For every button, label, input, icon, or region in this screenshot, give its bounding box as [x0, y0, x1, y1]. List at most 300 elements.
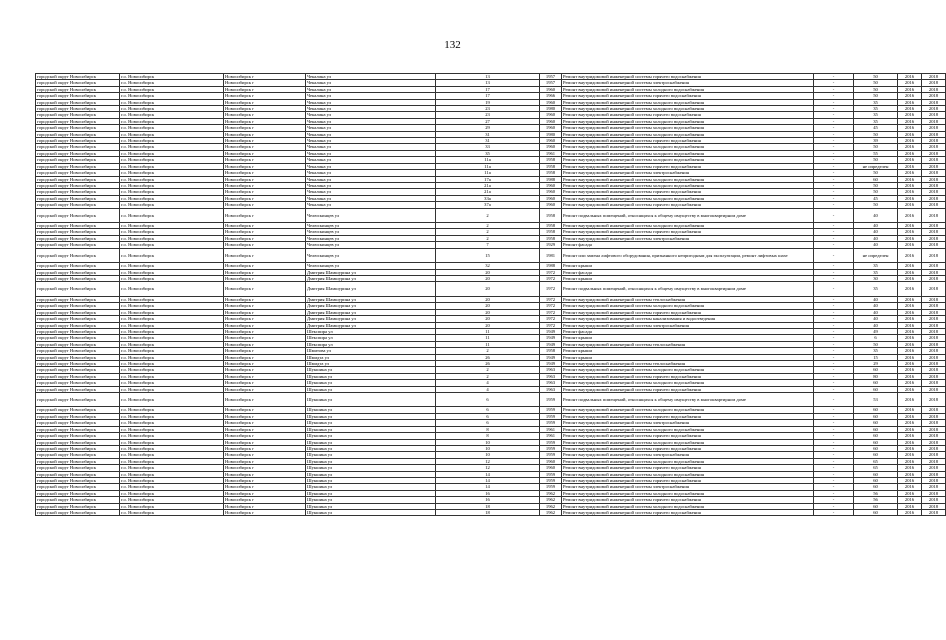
- period-start-cell: 2016: [898, 118, 922, 124]
- period-start-cell: 2016: [898, 150, 922, 156]
- city-cell: Новосибирск г: [224, 182, 306, 188]
- settlement-cell: г.о. Новосибирск: [120, 477, 224, 483]
- district-cell: городской округ Новосибирск: [36, 354, 120, 360]
- period-start-cell: 2016: [898, 223, 922, 229]
- period-end-cell: 2018: [922, 445, 946, 451]
- city-cell: Новосибирск г: [224, 341, 306, 347]
- city-cell: Новосибирск г: [224, 202, 306, 208]
- build-year-cell: 1959: [540, 420, 562, 426]
- period-end-cell: 2018: [922, 413, 946, 419]
- period-end-cell: 2018: [922, 189, 946, 195]
- interim-cell: -: [814, 309, 854, 315]
- house-number-cell: 29: [436, 125, 540, 131]
- build-year-cell: 1958: [540, 348, 562, 354]
- work-type-cell: Ремонт фасада: [562, 328, 814, 334]
- wear-percent-cell: 50: [854, 80, 898, 86]
- wear-percent-cell: 29: [854, 360, 898, 366]
- interim-cell: -: [814, 170, 854, 176]
- street-cell: Шмидта ул: [306, 360, 436, 366]
- work-type-cell: Ремонт внутридомовой инженерной системы горячего водоснабжения: [562, 386, 814, 392]
- work-type-cell: Ремонт внутридомовой инженерной системы холодного водоснабжения: [562, 176, 814, 182]
- build-year-cell: 1949: [540, 354, 562, 360]
- build-year-cell: 1980: [540, 106, 562, 112]
- work-type-cell: Ремонт внутридомовой инженерной системы холодного водоснабжения: [562, 182, 814, 188]
- period-end-cell: 2018: [922, 439, 946, 445]
- wear-percent-cell: 40: [854, 235, 898, 241]
- work-type-cell: Ремонт подвальных помещений, относящихся к общему имуществу в многоквартирном доме: [562, 282, 814, 297]
- period-end-cell: 2018: [922, 282, 946, 297]
- build-year-cell: 1959: [540, 471, 562, 477]
- city-cell: Новосибирск г: [224, 328, 306, 334]
- street-cell: Дмитрия Шамшурина ул: [306, 282, 436, 297]
- interim-cell: -: [814, 509, 854, 515]
- district-cell: городской округ Новосибирск: [36, 490, 120, 496]
- period-end-cell: 2018: [922, 348, 946, 354]
- period-start-cell: 2016: [898, 144, 922, 150]
- work-type-cell: Ремонт внутридомовой инженерной системы горячего водоснабжения: [562, 309, 814, 315]
- city-cell: Новосибирск г: [224, 445, 306, 451]
- settlement-cell: г.о. Новосибирск: [120, 354, 224, 360]
- interim-cell: -: [814, 131, 854, 137]
- settlement-cell: г.о. Новосибирск: [120, 309, 224, 315]
- house-number-cell: 18: [436, 503, 540, 509]
- settlement-cell: г.о. Новосибирск: [120, 471, 224, 477]
- period-start-cell: 2016: [898, 477, 922, 483]
- period-start-cell: 2016: [898, 112, 922, 118]
- street-cell: Шукшина ул: [306, 439, 436, 445]
- period-end-cell: 2018: [922, 392, 946, 407]
- street-cell: Чекалина ул: [306, 157, 436, 163]
- settlement-cell: г.о. Новосибирск: [120, 509, 224, 515]
- work-type-cell: Ремонт внутридомовой инженерной системы горячего водоснабжения: [562, 138, 814, 144]
- settlement-cell: г.о. Новосибирск: [120, 144, 224, 150]
- settlement-cell: г.о. Новосибирск: [120, 503, 224, 509]
- work-type-cell: Ремонт внутридомовой инженерной системы горячего водоснабжения: [562, 74, 814, 80]
- period-end-cell: 2018: [922, 93, 946, 99]
- wear-percent-cell: 40: [854, 316, 898, 322]
- city-cell: Новосибирск г: [224, 296, 306, 302]
- period-start-cell: 2016: [898, 195, 922, 201]
- settlement-cell: г.о. Новосибирск: [120, 176, 224, 182]
- district-cell: городской округ Новосибирск: [36, 484, 120, 490]
- district-cell: городской округ Новосибирск: [36, 86, 120, 92]
- district-cell: городской округ Новосибирск: [36, 373, 120, 379]
- period-start-cell: 2016: [898, 275, 922, 281]
- settlement-cell: г.о. Новосибирск: [120, 229, 224, 235]
- city-cell: Новосибирск г: [224, 144, 306, 150]
- work-type-cell: Ремонт внутридомовой инженерной системы холодного водоснабжения: [562, 439, 814, 445]
- settlement-cell: г.о. Новосибирск: [120, 445, 224, 451]
- wear-percent-cell: 35: [854, 118, 898, 124]
- wear-percent-cell: 15: [854, 354, 898, 360]
- work-type-cell: Ремонт внутридомовой инженерной системы холодного водоснабжения: [562, 503, 814, 509]
- period-start-cell: 2016: [898, 497, 922, 503]
- period-start-cell: 2016: [898, 452, 922, 458]
- build-year-cell: 1960: [540, 189, 562, 195]
- wear-percent-cell: 40: [854, 242, 898, 248]
- house-number-cell: 2: [436, 223, 540, 229]
- settlement-cell: г.о. Новосибирск: [120, 328, 224, 334]
- wear-percent-cell: 50: [854, 341, 898, 347]
- street-cell: Челюскинцев ул: [306, 263, 436, 269]
- district-cell: городской округ Новосибирск: [36, 322, 120, 328]
- city-cell: Новосибирск г: [224, 208, 306, 223]
- settlement-cell: г.о. Новосибирск: [120, 380, 224, 386]
- house-number-cell: 2: [436, 367, 540, 373]
- wear-percent-cell: не определен: [854, 248, 898, 263]
- wear-percent-cell: 60: [854, 407, 898, 413]
- street-cell: Чекалина ул: [306, 163, 436, 169]
- period-start-cell: 2016: [898, 465, 922, 471]
- city-cell: Новосибирск г: [224, 426, 306, 432]
- work-type-cell: Ремонт внутридомовой инженерной системы электроснабжения: [562, 235, 814, 241]
- district-cell: городской округ Новосибирск: [36, 386, 120, 392]
- house-number-cell: 16: [436, 497, 540, 503]
- wear-percent-cell: 40: [854, 296, 898, 302]
- build-year-cell: 1960: [540, 202, 562, 208]
- city-cell: Новосибирск г: [224, 392, 306, 407]
- period-end-cell: 2018: [922, 157, 946, 163]
- work-type-cell: Ремонт внутридомовой инженерной системы горячего водоснабжения: [562, 373, 814, 379]
- interim-cell: -: [814, 182, 854, 188]
- city-cell: Новосибирск г: [224, 420, 306, 426]
- city-cell: Новосибирск г: [224, 235, 306, 241]
- street-cell: Шукшина ул: [306, 452, 436, 458]
- interim-cell: -: [814, 189, 854, 195]
- city-cell: Новосибирск г: [224, 86, 306, 92]
- build-year-cell: 1958: [540, 208, 562, 223]
- city-cell: Новосибирск г: [224, 106, 306, 112]
- period-start-cell: 2016: [898, 74, 922, 80]
- period-end-cell: 2018: [922, 182, 946, 188]
- street-cell: Шукшина ул: [306, 420, 436, 426]
- period-start-cell: 2016: [898, 407, 922, 413]
- work-type-cell: Ремонт внутридомовой инженерной системы горячего водоснабжения: [562, 163, 814, 169]
- district-cell: городской округ Новосибирск: [36, 223, 120, 229]
- wear-percent-cell: 60: [854, 509, 898, 515]
- house-number-cell: 23: [436, 106, 540, 112]
- settlement-cell: г.о. Новосибирск: [120, 150, 224, 156]
- district-cell: городской округ Новосибирск: [36, 458, 120, 464]
- wear-percent-cell: 65: [854, 458, 898, 464]
- settlement-cell: г.о. Новосибирск: [120, 235, 224, 241]
- district-cell: городской округ Новосибирск: [36, 74, 120, 80]
- interim-cell: -: [814, 223, 854, 229]
- street-cell: Шукшина ул: [306, 471, 436, 477]
- period-start-cell: 2016: [898, 189, 922, 195]
- build-year-cell: 1960: [540, 458, 562, 464]
- wear-percent-cell: 60: [854, 452, 898, 458]
- settlement-cell: г.о. Новосибирск: [120, 163, 224, 169]
- settlement-cell: г.о. Новосибирск: [120, 269, 224, 275]
- settlement-cell: г.о. Новосибирск: [120, 360, 224, 366]
- work-type-cell: Ремонт крыши: [562, 335, 814, 341]
- period-end-cell: 2018: [922, 309, 946, 315]
- period-start-cell: 2016: [898, 269, 922, 275]
- table-row: [36, 392, 946, 407]
- period-start-cell: 2016: [898, 309, 922, 315]
- city-cell: Новосибирск г: [224, 223, 306, 229]
- house-number-cell: 8: [436, 433, 540, 439]
- work-type-cell: Ремонт внутридомовой инженерной системы холодного водоснабжения: [562, 106, 814, 112]
- district-cell: городской округ Новосибирск: [36, 413, 120, 419]
- build-year-cell: 1949: [540, 335, 562, 341]
- city-cell: Новосибирск г: [224, 348, 306, 354]
- city-cell: Новосибирск г: [224, 380, 306, 386]
- city-cell: Новосибирск г: [224, 509, 306, 515]
- wear-percent-cell: 50: [854, 170, 898, 176]
- period-start-cell: 2016: [898, 503, 922, 509]
- house-number-cell: 19: [436, 99, 540, 105]
- interim-cell: -: [814, 335, 854, 341]
- settlement-cell: г.о. Новосибирск: [120, 348, 224, 354]
- build-year-cell: 1960: [540, 112, 562, 118]
- build-year-cell: 1972: [540, 296, 562, 302]
- street-cell: Челюскинцев ул: [306, 229, 436, 235]
- district-cell: городской округ Новосибирск: [36, 93, 120, 99]
- district-cell: городской округ Новосибирск: [36, 497, 120, 503]
- period-start-cell: 2016: [898, 471, 922, 477]
- period-start-cell: 2016: [898, 229, 922, 235]
- house-number-cell: 2: [436, 373, 540, 379]
- build-year-cell: 1960: [540, 144, 562, 150]
- period-start-cell: 2016: [898, 490, 922, 496]
- district-cell: городской округ Новосибирск: [36, 445, 120, 451]
- build-year-cell: 1949: [540, 341, 562, 347]
- settlement-cell: г.о. Новосибирск: [120, 242, 224, 248]
- street-cell: Чекалина ул: [306, 176, 436, 182]
- district-cell: городской округ Новосибирск: [36, 465, 120, 471]
- build-year-cell: 1959: [540, 445, 562, 451]
- work-type-cell: Ремонт внутридомовой инженерной системы холодного водоснабжения: [562, 490, 814, 496]
- period-start-cell: 2016: [898, 445, 922, 451]
- period-end-cell: 2018: [922, 477, 946, 483]
- build-year-cell: 1988: [540, 263, 562, 269]
- interim-cell: -: [814, 157, 854, 163]
- house-number-cell: 20: [436, 309, 540, 315]
- work-type-cell: Ремонт внутридомовой инженерной системы канализования и водоотведения: [562, 316, 814, 322]
- house-number-cell: 2: [436, 235, 540, 241]
- period-end-cell: 2018: [922, 118, 946, 124]
- period-start-cell: 2016: [898, 138, 922, 144]
- house-number-cell: 8: [436, 426, 540, 432]
- street-cell: Шукшина ул: [306, 445, 436, 451]
- house-number-cell: 7: [436, 242, 540, 248]
- work-type-cell: Ремонт фасада: [562, 242, 814, 248]
- period-start-cell: 2016: [898, 106, 922, 112]
- wear-percent-cell: 40: [854, 309, 898, 315]
- period-start-cell: 2016: [898, 348, 922, 354]
- wear-percent-cell: 45: [854, 195, 898, 201]
- city-cell: Новосибирск г: [224, 269, 306, 275]
- city-cell: Новосибирск г: [224, 316, 306, 322]
- city-cell: Новосибирск г: [224, 484, 306, 490]
- period-end-cell: 2018: [922, 509, 946, 515]
- wear-percent-cell: 60: [854, 503, 898, 509]
- interim-cell: -: [814, 99, 854, 105]
- wear-percent-cell: 49: [854, 328, 898, 334]
- build-year-cell: 1959: [540, 392, 562, 407]
- district-cell: городской округ Новосибирск: [36, 426, 120, 432]
- house-number-cell: 11: [436, 341, 540, 347]
- district-cell: городской округ Новосибирск: [36, 360, 120, 366]
- wear-percent-cell: 50: [854, 157, 898, 163]
- interim-cell: -: [814, 229, 854, 235]
- period-end-cell: 2018: [922, 484, 946, 490]
- house-number-cell: 26: [436, 360, 540, 366]
- wear-percent-cell: 50: [854, 202, 898, 208]
- interim-cell: -: [814, 433, 854, 439]
- period-end-cell: 2018: [922, 144, 946, 150]
- house-number-cell: 17: [436, 93, 540, 99]
- district-cell: городской округ Новосибирск: [36, 380, 120, 386]
- work-type-cell: Ремонт фасада: [562, 269, 814, 275]
- district-cell: городской округ Новосибирск: [36, 392, 120, 407]
- interim-cell: -: [814, 439, 854, 445]
- street-cell: Шукшина ул: [306, 433, 436, 439]
- interim-cell: -: [814, 74, 854, 80]
- house-number-cell: 10: [436, 439, 540, 445]
- street-cell: Чекалина ул: [306, 112, 436, 118]
- period-end-cell: 2018: [922, 80, 946, 86]
- street-cell: Чекалина ул: [306, 138, 436, 144]
- wear-percent-cell: 35: [854, 106, 898, 112]
- settlement-cell: г.о. Новосибирск: [120, 202, 224, 208]
- build-year-cell: 1981: [540, 248, 562, 263]
- settlement-cell: г.о. Новосибирск: [120, 223, 224, 229]
- city-cell: Новосибирск г: [224, 309, 306, 315]
- city-cell: Новосибирск г: [224, 80, 306, 86]
- period-end-cell: 2018: [922, 176, 946, 182]
- street-cell: Шмитова ул: [306, 348, 436, 354]
- settlement-cell: г.о. Новосибирск: [120, 407, 224, 413]
- work-type-cell: Ремонт внутридомовой инженерной системы холодного водоснабжения: [562, 303, 814, 309]
- settlement-cell: г.о. Новосибирск: [120, 86, 224, 92]
- work-type-cell: Ремонт внутридомовой инженерной системы холодного водоснабжения: [562, 144, 814, 150]
- period-end-cell: 2018: [922, 229, 946, 235]
- work-type-cell: Ремонт подвальных помещений, относящихся к общему имуществу в многоквартирном доме: [562, 392, 814, 407]
- settlement-cell: г.о. Новосибирск: [120, 74, 224, 80]
- build-year-cell: 1958: [540, 229, 562, 235]
- build-year-cell: 1959: [540, 413, 562, 419]
- wear-percent-cell: 30: [854, 275, 898, 281]
- street-cell: Челюскинцев ул: [306, 235, 436, 241]
- street-cell: Дмитрия Шамшурина ул: [306, 303, 436, 309]
- wear-percent-cell: 35: [854, 348, 898, 354]
- table-row: [36, 208, 946, 223]
- district-cell: городской округ Новосибирск: [36, 106, 120, 112]
- district-cell: городской округ Новосибирск: [36, 348, 120, 354]
- wear-percent-cell: 80: [854, 373, 898, 379]
- period-start-cell: 2016: [898, 131, 922, 137]
- wear-percent-cell: 35: [854, 269, 898, 275]
- interim-cell: -: [814, 407, 854, 413]
- work-type-cell: Ремонт внутридомовой инженерной системы холодного водоснабжения: [562, 380, 814, 386]
- build-year-cell: 1961: [540, 433, 562, 439]
- settlement-cell: г.о. Новосибирск: [120, 195, 224, 201]
- settlement-cell: г.о. Новосибирск: [120, 118, 224, 124]
- settlement-cell: г.о. Новосибирск: [120, 275, 224, 281]
- house-number-cell: 16: [436, 490, 540, 496]
- settlement-cell: г.о. Новосибирск: [120, 131, 224, 137]
- work-type-cell: Ремонт крыши: [562, 275, 814, 281]
- wear-percent-cell: не определен: [854, 163, 898, 169]
- city-cell: Новосибирск г: [224, 386, 306, 392]
- street-cell: Чекалина ул: [306, 144, 436, 150]
- interim-cell: -: [814, 354, 854, 360]
- district-cell: городской округ Новосибирск: [36, 157, 120, 163]
- house-number-cell: 32: [436, 263, 540, 269]
- city-cell: Новосибирск г: [224, 118, 306, 124]
- district-cell: городской округ Новосибирск: [36, 182, 120, 188]
- street-cell: Чекалина ул: [306, 131, 436, 137]
- street-cell: Челюскинцев ул: [306, 248, 436, 263]
- build-year-cell: 1960: [540, 138, 562, 144]
- work-type-cell: Ремонт крыши: [562, 263, 814, 269]
- build-year-cell: 1962: [540, 503, 562, 509]
- period-start-cell: 2016: [898, 322, 922, 328]
- house-number-cell: 4: [436, 386, 540, 392]
- house-number-cell: 2: [436, 348, 540, 354]
- interim-cell: -: [814, 118, 854, 124]
- period-start-cell: 2016: [898, 392, 922, 407]
- street-cell: Дмитрия Шамшурина ул: [306, 322, 436, 328]
- city-cell: Новосибирск г: [224, 74, 306, 80]
- house-number-cell: 15: [436, 248, 540, 263]
- wear-percent-cell: 50: [854, 131, 898, 137]
- work-type-cell: Ремонт внутридомовой инженерной системы холодного водоснабжения: [562, 125, 814, 131]
- city-cell: Новосибирск г: [224, 282, 306, 297]
- street-cell: Шукшина ул: [306, 465, 436, 471]
- district-cell: городской округ Новосибирск: [36, 282, 120, 297]
- work-type-cell: Ремонт или замена лифтового оборудования, признанного непригодным для эксплуатации, ремонт лифтовых шахт: [562, 248, 814, 263]
- wear-percent-cell: 60: [854, 413, 898, 419]
- interim-cell: -: [814, 303, 854, 309]
- period-start-cell: 2016: [898, 458, 922, 464]
- district-cell: городской округ Новосибирск: [36, 275, 120, 281]
- work-type-cell: Ремонт внутридомовой инженерной системы электроснабжения: [562, 452, 814, 458]
- period-start-cell: 2016: [898, 208, 922, 223]
- house-number-cell: 20: [436, 269, 540, 275]
- period-end-cell: 2018: [922, 269, 946, 275]
- work-type-cell: Ремонт внутридомовой инженерной системы горячего водоснабжения: [562, 93, 814, 99]
- period-start-cell: 2016: [898, 341, 922, 347]
- settlement-cell: г.о. Новосибирск: [120, 106, 224, 112]
- interim-cell: -: [814, 386, 854, 392]
- street-cell: Дмитрия Шамшурина ул: [306, 316, 436, 322]
- settlement-cell: г.о. Новосибирск: [120, 426, 224, 432]
- build-year-cell: 1963: [540, 367, 562, 373]
- district-cell: городской округ Новосибирск: [36, 328, 120, 334]
- city-cell: Новосибирск г: [224, 439, 306, 445]
- house-number-cell: 23: [436, 112, 540, 118]
- street-cell: Шмидта ул: [306, 354, 436, 360]
- build-year-cell: 1963: [540, 386, 562, 392]
- street-cell: Чекалина ул: [306, 125, 436, 131]
- period-end-cell: 2018: [922, 131, 946, 137]
- period-end-cell: 2018: [922, 316, 946, 322]
- house-number-cell: 13: [436, 80, 540, 86]
- street-cell: Чекалина ул: [306, 74, 436, 80]
- build-year-cell: 1961: [540, 150, 562, 156]
- period-end-cell: 2018: [922, 433, 946, 439]
- district-cell: городской округ Новосибирск: [36, 316, 120, 322]
- street-cell: Шукшина ул: [306, 380, 436, 386]
- district-cell: городской округ Новосибирск: [36, 248, 120, 263]
- district-cell: городской округ Новосибирск: [36, 195, 120, 201]
- period-start-cell: 2016: [898, 386, 922, 392]
- work-type-cell: Ремонт внутридомовой инженерной системы холодного водоснабжения: [562, 471, 814, 477]
